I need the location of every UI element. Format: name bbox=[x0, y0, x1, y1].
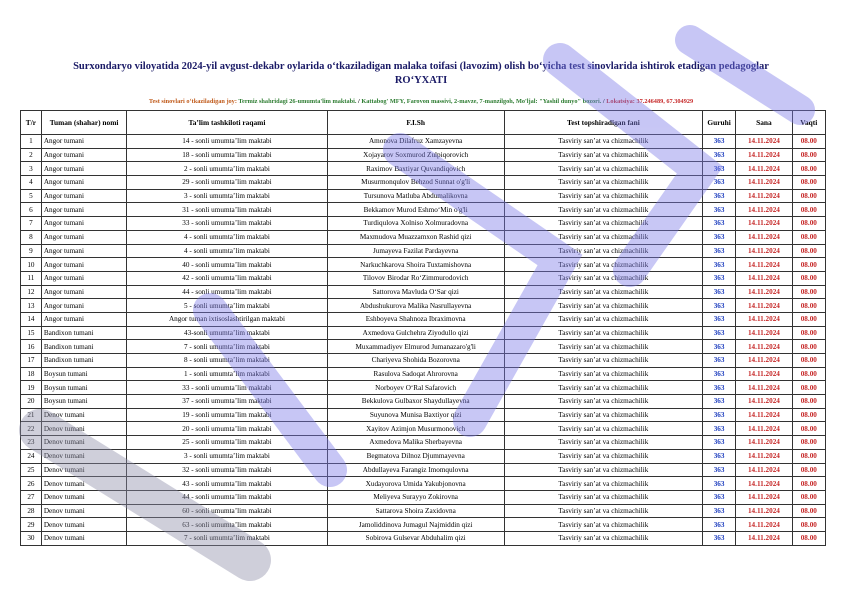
row-district: Boysun tumani bbox=[41, 395, 127, 409]
row-school: 4 - sonli umumta’lim maktabi bbox=[127, 230, 327, 244]
row-time: 08.00 bbox=[792, 490, 825, 504]
row-name: Axmedova Malika Sherbayevna bbox=[327, 436, 504, 450]
row-date: 14.11.2024 bbox=[736, 408, 792, 422]
row-name: Turdiqulova Xolniso Xolmuradovna bbox=[327, 217, 504, 231]
row-subject: Tasviriy san’at va chizmachilik bbox=[504, 477, 702, 491]
header-name: F.I.Sh bbox=[327, 111, 504, 135]
row-name: Axmedova Gulchehra Ziyodullo qizi bbox=[327, 326, 504, 340]
row-school: 7 - sonli umumta’lim maktabi bbox=[127, 340, 327, 354]
table-row bbox=[21, 395, 826, 409]
row-school: 3 - sonli umumta’lim maktabi bbox=[127, 449, 327, 463]
row-date: 14.11.2024 bbox=[736, 518, 792, 532]
row-subject: Tasviriy san’at va chizmachilik bbox=[504, 230, 702, 244]
row-number: 1 bbox=[21, 135, 42, 149]
row-name: Bekkamov Murod Eshmo‘Min o'g'li bbox=[327, 203, 504, 217]
row-time: 08.00 bbox=[792, 463, 825, 477]
row-number: 11 bbox=[21, 271, 42, 285]
row-district: Denov tumani bbox=[41, 504, 127, 518]
row-date: 14.11.2024 bbox=[736, 463, 792, 477]
table-row bbox=[21, 203, 826, 217]
row-district: Angor tumani bbox=[41, 230, 127, 244]
table-row bbox=[21, 176, 826, 190]
row-number: 10 bbox=[21, 258, 42, 272]
table-row bbox=[21, 354, 826, 368]
row-school: 19 - sonli umumta’lim maktabi bbox=[127, 408, 327, 422]
row-name: Maxmudova Muazzamxon Rashid qizi bbox=[327, 230, 504, 244]
row-group: 363 bbox=[702, 436, 735, 450]
row-group: 363 bbox=[702, 148, 735, 162]
row-subject: Tasviriy san’at va chizmachilik bbox=[504, 463, 702, 477]
row-district: Angor tumani bbox=[41, 217, 127, 231]
row-time: 08.00 bbox=[792, 518, 825, 532]
row-group: 363 bbox=[702, 271, 735, 285]
row-date: 14.11.2024 bbox=[736, 271, 792, 285]
table-row bbox=[21, 408, 826, 422]
row-time: 08.00 bbox=[792, 477, 825, 491]
row-school: 14 - sonli umumta’lim maktabi bbox=[127, 135, 327, 149]
row-subject: Tasviriy san’at va chizmachilik bbox=[504, 436, 702, 450]
row-school: 4 - sonli umumta’lim maktabi bbox=[127, 244, 327, 258]
row-school: 1 - sonli umumta’lim maktabi bbox=[127, 367, 327, 381]
row-school: 8 - sonli umumta’lim maktabi bbox=[127, 354, 327, 368]
row-number: 2 bbox=[21, 148, 42, 162]
table-row bbox=[21, 490, 826, 504]
row-time: 08.00 bbox=[792, 381, 825, 395]
row-subject: Tasviriy san’at va chizmachilik bbox=[504, 504, 702, 518]
row-group: 363 bbox=[702, 299, 735, 313]
venue-line bbox=[20, 98, 822, 105]
row-number: 28 bbox=[21, 504, 42, 518]
row-district: Angor tumani bbox=[41, 271, 127, 285]
row-school: 33 - sonli umumta’lim maktabi bbox=[127, 381, 327, 395]
table-row bbox=[21, 189, 826, 203]
row-name: Tursunova Matluba Abdumalikovna bbox=[327, 189, 504, 203]
row-time: 08.00 bbox=[792, 230, 825, 244]
title-line-1: Surxondaryo viloyatida 2024-yil avgust-dekabr oylarida o‘tkaziladigan malaka toifasi (lavozim) olish bo‘yicha test sinovlarida ishtirok etadigan pedagoglar bbox=[73, 61, 769, 72]
row-group: 363 bbox=[702, 135, 735, 149]
row-district: Angor tumani bbox=[41, 299, 127, 313]
row-group: 363 bbox=[702, 354, 735, 368]
row-district: Angor tumani bbox=[41, 312, 127, 326]
row-time: 08.00 bbox=[792, 244, 825, 258]
venue-coordinates: Lokatsiya: 37.246489, 67.304929 bbox=[606, 98, 694, 105]
row-number: 13 bbox=[21, 299, 42, 313]
row-number: 23 bbox=[21, 436, 42, 450]
venue-separator: / bbox=[358, 98, 360, 105]
row-number: 15 bbox=[21, 326, 42, 340]
row-district: Bandixon tumani bbox=[41, 326, 127, 340]
row-school: 63 - sonli umumta’lim maktabi bbox=[127, 518, 327, 532]
row-number: 26 bbox=[21, 477, 42, 491]
row-school: 33 - sonli umumta’lim maktabi bbox=[127, 217, 327, 231]
table-row bbox=[21, 148, 826, 162]
table-row bbox=[21, 422, 826, 436]
table-row bbox=[21, 230, 826, 244]
row-date: 14.11.2024 bbox=[736, 422, 792, 436]
table-row bbox=[21, 299, 826, 313]
table-row bbox=[21, 135, 826, 149]
row-group: 363 bbox=[702, 422, 735, 436]
row-group: 363 bbox=[702, 531, 735, 545]
row-name: Abdushukurova Malika Nasrullayevna bbox=[327, 299, 504, 313]
row-date: 14.11.2024 bbox=[736, 504, 792, 518]
row-time: 08.00 bbox=[792, 135, 825, 149]
row-subject: Tasviriy san’at va chizmachilik bbox=[504, 162, 702, 176]
row-name: Chariyeva Shohida Bozorovna bbox=[327, 354, 504, 368]
row-district: Denov tumani bbox=[41, 436, 127, 450]
row-district: Boysun tumani bbox=[41, 381, 127, 395]
row-date: 14.11.2024 bbox=[736, 162, 792, 176]
row-school: 37 - sonli umumta’lim maktabi bbox=[127, 395, 327, 409]
document-title bbox=[40, 60, 802, 88]
table-row bbox=[21, 381, 826, 395]
row-name: Suyunova Munisa Baxtiyor qizi bbox=[327, 408, 504, 422]
row-name: Raximov Baxtiyar Quvandiqovich bbox=[327, 162, 504, 176]
row-name: Sattarova Shoira Zaxidovna bbox=[327, 504, 504, 518]
row-time: 08.00 bbox=[792, 299, 825, 313]
row-district: Denov tumani bbox=[41, 463, 127, 477]
row-time: 08.00 bbox=[792, 531, 825, 545]
row-district: Angor tumani bbox=[41, 244, 127, 258]
title-line-2: RO‘YXATI bbox=[394, 75, 448, 86]
row-number: 21 bbox=[21, 408, 42, 422]
row-date: 14.11.2024 bbox=[736, 340, 792, 354]
row-time: 08.00 bbox=[792, 189, 825, 203]
row-time: 08.00 bbox=[792, 422, 825, 436]
row-number: 18 bbox=[21, 367, 42, 381]
row-subject: Tasviriy san’at va chizmachilik bbox=[504, 518, 702, 532]
row-group: 363 bbox=[702, 449, 735, 463]
row-subject: Tasviriy san’at va chizmachilik bbox=[504, 395, 702, 409]
row-time: 08.00 bbox=[792, 285, 825, 299]
row-date: 14.11.2024 bbox=[736, 531, 792, 545]
row-number: 17 bbox=[21, 354, 42, 368]
row-number: 29 bbox=[21, 518, 42, 532]
row-time: 08.00 bbox=[792, 449, 825, 463]
row-number: 30 bbox=[21, 531, 42, 545]
row-school: 7 - sonli umumta’lim maktabi bbox=[127, 531, 327, 545]
row-number: 19 bbox=[21, 381, 42, 395]
table-row bbox=[21, 340, 826, 354]
row-number: 9 bbox=[21, 244, 42, 258]
row-school: 44 - sonli umumta’lim maktabi bbox=[127, 490, 327, 504]
row-name: Amonova Dilafruz Xamzayevna bbox=[327, 135, 504, 149]
row-name: Xayitov Azimjon Musurmonovich bbox=[327, 422, 504, 436]
table-row bbox=[21, 436, 826, 450]
row-date: 14.11.2024 bbox=[736, 312, 792, 326]
row-subject: Tasviriy san’at va chizmachilik bbox=[504, 367, 702, 381]
venue-place: Termiz shahridagi 26-umumta'lim maktabi. bbox=[238, 98, 357, 105]
row-number: 8 bbox=[21, 230, 42, 244]
row-group: 363 bbox=[702, 518, 735, 532]
row-name: Eshboyeva Shahnoza Ibraximovna bbox=[327, 312, 504, 326]
row-date: 14.11.2024 bbox=[736, 326, 792, 340]
row-date: 14.11.2024 bbox=[736, 381, 792, 395]
row-group: 363 bbox=[702, 258, 735, 272]
table-header-row bbox=[21, 111, 826, 135]
row-name: Jumayeva Fazilat Pardayevna bbox=[327, 244, 504, 258]
row-name: Bekkulova Gulbaxor Shaydullayevna bbox=[327, 395, 504, 409]
row-school: 43-sonli umumta’lim maktabi bbox=[127, 326, 327, 340]
row-date: 14.11.2024 bbox=[736, 285, 792, 299]
row-school: 43 - sonli umumta’lim maktabi bbox=[127, 477, 327, 491]
row-subject: Tasviriy san’at va chizmachilik bbox=[504, 449, 702, 463]
row-district: Angor tumani bbox=[41, 162, 127, 176]
table-row bbox=[21, 531, 826, 545]
row-subject: Tasviriy san’at va chizmachilik bbox=[504, 490, 702, 504]
row-time: 08.00 bbox=[792, 217, 825, 231]
row-school: 5 - sonli umumta’lim maktabi bbox=[127, 299, 327, 313]
row-number: 25 bbox=[21, 463, 42, 477]
row-name: Abdullayeva Farangiz Imomqulovna bbox=[327, 463, 504, 477]
row-number: 24 bbox=[21, 449, 42, 463]
row-school: 42 - sonli umumta’lim maktabi bbox=[127, 271, 327, 285]
table-row bbox=[21, 367, 826, 381]
venue-address: Kattabog' MFY, Farovon massivi, 2-mavze, 7-manzilgoh, Mo'ljal: "Yashil dunyo" bozori. bbox=[361, 98, 602, 105]
row-district: Denov tumani bbox=[41, 490, 127, 504]
row-number: 22 bbox=[21, 422, 42, 436]
row-subject: Tasviriy san’at va chizmachilik bbox=[504, 258, 702, 272]
row-date: 14.11.2024 bbox=[736, 230, 792, 244]
row-group: 363 bbox=[702, 176, 735, 190]
row-time: 08.00 bbox=[792, 340, 825, 354]
row-group: 363 bbox=[702, 217, 735, 231]
row-time: 08.00 bbox=[792, 436, 825, 450]
table-row bbox=[21, 271, 826, 285]
row-time: 08.00 bbox=[792, 258, 825, 272]
row-school: 31 - sonli umumta’lim maktabi bbox=[127, 203, 327, 217]
row-subject: Tasviriy san’at va chizmachilik bbox=[504, 299, 702, 313]
row-date: 14.11.2024 bbox=[736, 135, 792, 149]
row-number: 3 bbox=[21, 162, 42, 176]
row-district: Angor tumani bbox=[41, 285, 127, 299]
row-date: 14.11.2024 bbox=[736, 395, 792, 409]
row-group: 363 bbox=[702, 463, 735, 477]
row-name: Narkuchkarova Shoira Tuxtamishovna bbox=[327, 258, 504, 272]
row-subject: Tasviriy san’at va chizmachilik bbox=[504, 203, 702, 217]
row-district: Angor tumani bbox=[41, 258, 127, 272]
row-subject: Tasviriy san’at va chizmachilik bbox=[504, 381, 702, 395]
row-date: 14.11.2024 bbox=[736, 258, 792, 272]
row-district: Angor tumani bbox=[41, 148, 127, 162]
row-subject: Tasviriy san’at va chizmachilik bbox=[504, 312, 702, 326]
row-number: 27 bbox=[21, 490, 42, 504]
table-row bbox=[21, 162, 826, 176]
row-school: 20 - sonli umumta’lim maktabi bbox=[127, 422, 327, 436]
row-school: 29 - sonli umumta’lim maktabi bbox=[127, 176, 327, 190]
row-group: 363 bbox=[702, 367, 735, 381]
venue-label: Test sinovlari o‘tkaziladigan joy: bbox=[148, 98, 237, 105]
header-subject: Test topshiradigan fani bbox=[504, 111, 702, 135]
row-school: 32 - sonli umumta’lim maktabi bbox=[127, 463, 327, 477]
header-num: T/r bbox=[21, 111, 42, 135]
table-row bbox=[21, 449, 826, 463]
row-group: 363 bbox=[702, 504, 735, 518]
row-name: Musurmonqulov Behzod Sunnat o'g'li bbox=[327, 176, 504, 190]
row-subject: Tasviriy san’at va chizmachilik bbox=[504, 189, 702, 203]
table-row bbox=[21, 326, 826, 340]
header-district: Tuman (shahar) nomi bbox=[41, 111, 127, 135]
row-number: 20 bbox=[21, 395, 42, 409]
venue-separator: / bbox=[602, 98, 605, 105]
row-number: 14 bbox=[21, 312, 42, 326]
row-time: 08.00 bbox=[792, 326, 825, 340]
row-name: Rasulova Sadoqat Ahrorovna bbox=[327, 367, 504, 381]
row-number: 5 bbox=[21, 189, 42, 203]
row-district: Boysun tumani bbox=[41, 367, 127, 381]
row-date: 14.11.2024 bbox=[736, 367, 792, 381]
table-body bbox=[21, 135, 826, 546]
table-row bbox=[21, 217, 826, 231]
row-subject: Tasviriy san’at va chizmachilik bbox=[504, 531, 702, 545]
row-name: Norboyev O‘Ral Safarovich bbox=[327, 381, 504, 395]
row-subject: Tasviriy san’at va chizmachilik bbox=[504, 340, 702, 354]
row-district: Bandixon tumani bbox=[41, 354, 127, 368]
row-name: Jamoliddinova Jumagul Najmiddin qizi bbox=[327, 518, 504, 532]
row-number: 16 bbox=[21, 340, 42, 354]
row-school: 25 - sonli umumta’lim maktabi bbox=[127, 436, 327, 450]
row-name: Tilovov Birodar Ro‘Zimmurodovich bbox=[327, 271, 504, 285]
row-name: Xudayorova Umida Yakubjonovna bbox=[327, 477, 504, 491]
row-date: 14.11.2024 bbox=[736, 148, 792, 162]
row-name: Sattorova Mavluda O‘Sar qizi bbox=[327, 285, 504, 299]
row-subject: Tasviriy san’at va chizmachilik bbox=[504, 285, 702, 299]
row-subject: Tasviriy san’at va chizmachilik bbox=[504, 271, 702, 285]
row-subject: Tasviriy san’at va chizmachilik bbox=[504, 244, 702, 258]
row-date: 14.11.2024 bbox=[736, 217, 792, 231]
row-group: 363 bbox=[702, 285, 735, 299]
row-date: 14.11.2024 bbox=[736, 436, 792, 450]
table-row bbox=[21, 518, 826, 532]
row-date: 14.11.2024 bbox=[736, 203, 792, 217]
row-school: 40 - sonli umumta’lim maktabi bbox=[127, 258, 327, 272]
row-subject: Tasviriy san’at va chizmachilik bbox=[504, 217, 702, 231]
row-name: Meliyeva Surayyo Zokirovna bbox=[327, 490, 504, 504]
table-row bbox=[21, 463, 826, 477]
table-row bbox=[21, 312, 826, 326]
row-school: 3 - sonli umumta’lim maktabi bbox=[127, 189, 327, 203]
row-date: 14.11.2024 bbox=[736, 477, 792, 491]
row-time: 08.00 bbox=[792, 162, 825, 176]
row-group: 363 bbox=[702, 326, 735, 340]
row-group: 363 bbox=[702, 340, 735, 354]
header-date: Sana bbox=[736, 111, 792, 135]
row-school: Angor tuman ixtisoslashtirilgan maktabi bbox=[127, 312, 327, 326]
row-school: 60 - sonli umumta’lim maktabi bbox=[127, 504, 327, 518]
participants-table bbox=[20, 110, 826, 546]
row-date: 14.11.2024 bbox=[736, 189, 792, 203]
row-time: 08.00 bbox=[792, 176, 825, 190]
row-date: 14.11.2024 bbox=[736, 299, 792, 313]
row-group: 363 bbox=[702, 230, 735, 244]
table-row bbox=[21, 504, 826, 518]
row-district: Bandixon tumani bbox=[41, 340, 127, 354]
header-group: Guruhi bbox=[702, 111, 735, 135]
row-name: Begmatova Dilnoz Djummayevna bbox=[327, 449, 504, 463]
row-group: 363 bbox=[702, 312, 735, 326]
row-subject: Tasviriy san’at va chizmachilik bbox=[504, 422, 702, 436]
table-row bbox=[21, 285, 826, 299]
row-district: Angor tumani bbox=[41, 189, 127, 203]
header-school: Ta’lim tashkiloti raqami bbox=[127, 111, 327, 135]
row-time: 08.00 bbox=[792, 395, 825, 409]
row-district: Denov tumani bbox=[41, 477, 127, 491]
row-subject: Tasviriy san’at va chizmachilik bbox=[504, 354, 702, 368]
row-name: Sobirova Gulsevar Abduhalim qizi bbox=[327, 531, 504, 545]
row-group: 363 bbox=[702, 408, 735, 422]
row-time: 08.00 bbox=[792, 312, 825, 326]
row-date: 14.11.2024 bbox=[736, 354, 792, 368]
row-group: 363 bbox=[702, 490, 735, 504]
row-subject: Tasviriy san’at va chizmachilik bbox=[504, 135, 702, 149]
table-row bbox=[21, 477, 826, 491]
table-row bbox=[21, 258, 826, 272]
row-number: 12 bbox=[21, 285, 42, 299]
row-number: 6 bbox=[21, 203, 42, 217]
row-time: 08.00 bbox=[792, 203, 825, 217]
row-time: 08.00 bbox=[792, 354, 825, 368]
row-date: 14.11.2024 bbox=[736, 449, 792, 463]
header-time: Vaqti bbox=[792, 111, 825, 135]
row-district: Angor tumani bbox=[41, 176, 127, 190]
row-district: Denov tumani bbox=[41, 449, 127, 463]
row-subject: Tasviriy san’at va chizmachilik bbox=[504, 326, 702, 340]
row-group: 363 bbox=[702, 189, 735, 203]
row-district: Denov tumani bbox=[41, 408, 127, 422]
row-time: 08.00 bbox=[792, 408, 825, 422]
row-date: 14.11.2024 bbox=[736, 244, 792, 258]
row-date: 14.11.2024 bbox=[736, 176, 792, 190]
row-district: Angor tumani bbox=[41, 135, 127, 149]
row-time: 08.00 bbox=[792, 148, 825, 162]
row-group: 363 bbox=[702, 381, 735, 395]
row-name: Xojayarov Soxmurod Zulpiqorovich bbox=[327, 148, 504, 162]
row-school: 18 - sonli umumta’lim maktabi bbox=[127, 148, 327, 162]
row-group: 363 bbox=[702, 477, 735, 491]
row-time: 08.00 bbox=[792, 504, 825, 518]
row-district: Denov tumani bbox=[41, 422, 127, 436]
row-group: 363 bbox=[702, 395, 735, 409]
table-row bbox=[21, 244, 826, 258]
row-group: 363 bbox=[702, 244, 735, 258]
row-group: 363 bbox=[702, 203, 735, 217]
row-subject: Tasviriy san’at va chizmachilik bbox=[504, 176, 702, 190]
row-district: Denov tumani bbox=[41, 518, 127, 532]
row-group: 363 bbox=[702, 162, 735, 176]
row-school: 44 - sonli umumta’lim maktabi bbox=[127, 285, 327, 299]
row-subject: Tasviriy san’at va chizmachilik bbox=[504, 408, 702, 422]
row-name: Muxammadiyev Elmurod Jumanazaro'g'li bbox=[327, 340, 504, 354]
row-school: 2 - sonli umumta’lim maktabi bbox=[127, 162, 327, 176]
row-time: 08.00 bbox=[792, 367, 825, 381]
row-district: Angor tumani bbox=[41, 203, 127, 217]
row-subject: Tasviriy san’at va chizmachilik bbox=[504, 148, 702, 162]
row-time: 08.00 bbox=[792, 271, 825, 285]
row-date: 14.11.2024 bbox=[736, 490, 792, 504]
row-district: Denov tumani bbox=[41, 531, 127, 545]
row-number: 4 bbox=[21, 176, 42, 190]
row-number: 7 bbox=[21, 217, 42, 231]
